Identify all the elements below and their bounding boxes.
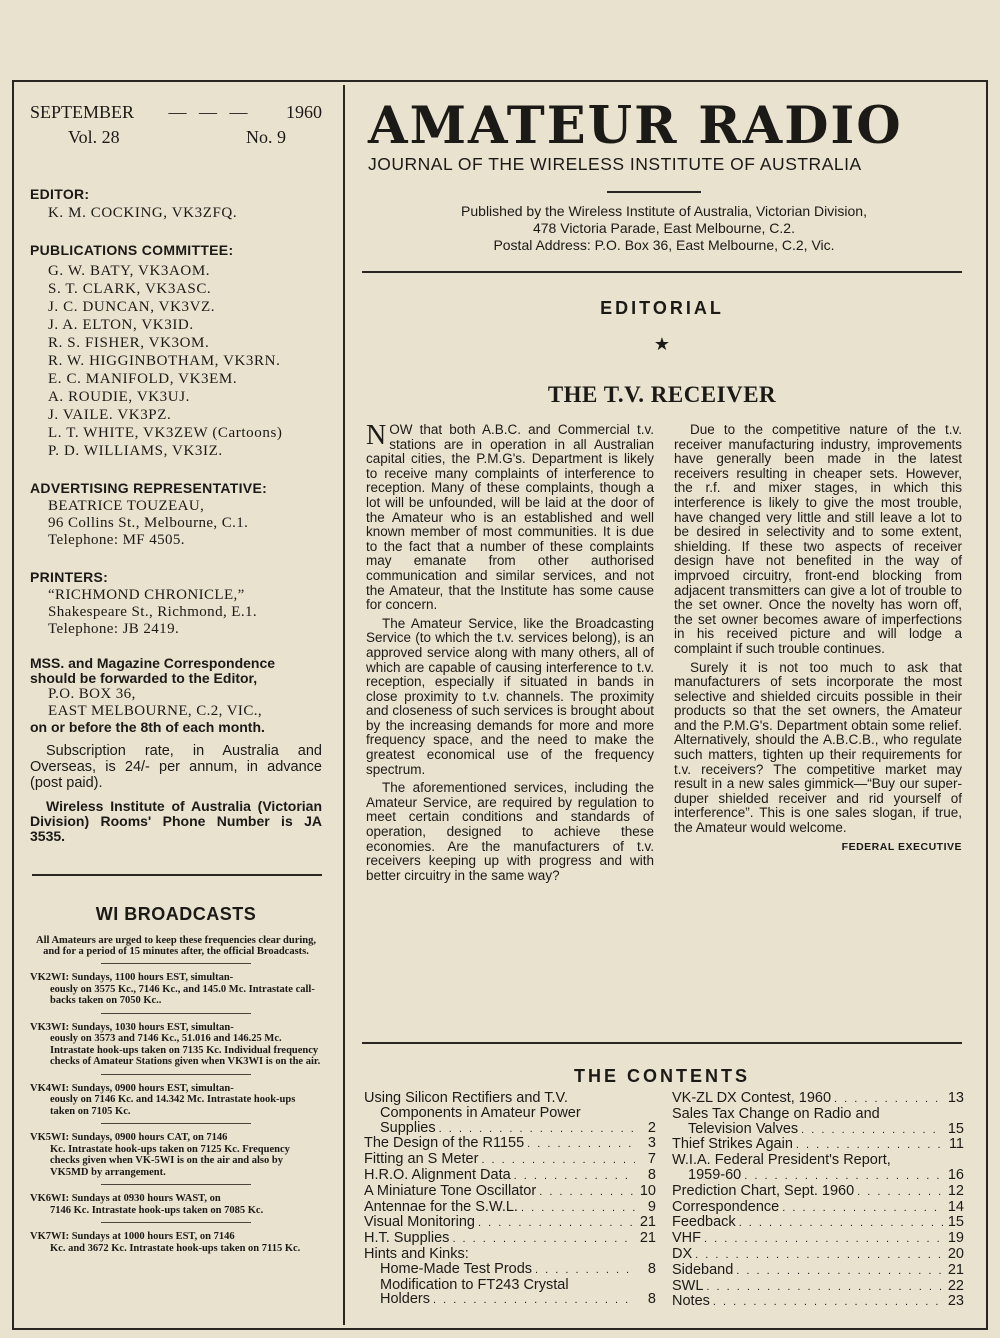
masthead-rule [607,191,701,193]
contents-entry-title: SWL [672,1277,704,1294]
drop-cap: N [366,420,387,451]
leader-dots [439,1122,635,1137]
leader-dots [481,1153,635,1168]
contents-entry[interactable] [672,1184,964,1200]
issue-dashes: — — — [168,102,252,122]
printers-line: “RICHMOND CHRONICLE,” [48,587,245,603]
contents-entry-title: Prediction Chart, Sept. 1960 [672,1182,855,1199]
contents-page-number: 21 [639,1230,656,1247]
editorial-column-1 [366,420,654,887]
contents-page-number: 14 [947,1198,964,1215]
subscription-note: Subscription rate, in Australia and Overseas, is 24/- per annum, in advance (post paid). [30,743,322,791]
mss-notice [30,656,322,735]
broadcast-separator [101,1074,251,1075]
contents-entry[interactable] [364,1262,656,1278]
leader-dots [539,1185,635,1200]
contents-entry-title: Correspondence [672,1198,780,1215]
contents-entry[interactable] [672,1294,964,1310]
contents-entry-title: Fitting an S Meter [364,1151,479,1168]
leader-dots [736,1264,943,1279]
broadcast-callsign: VK7WI: [30,1231,70,1242]
contents-page-number: 8 [647,1260,656,1277]
broadcast-callsign: VK4WI: [30,1082,70,1094]
leader-dots [713,1295,943,1310]
editorial-paragraph: Surely it is not too much to ask that manufacturers of sets incorporate the most selective and shielded circuits possible in their products so that the set owners, the Amateur and the P.M.G's. Department obtain some relief. Alternatively, should the A.B.C.B., who regulate such matters, tighten up their requirements for t.v. receivers? The competitive market may result in a new sales gimmick—“Buy our super-duper shielded receiver and rid yourself of interference”. This is one sales slogan, if true, the Amateur would welcome. [674,659,962,836]
contents-entry-line: Modification to FT243 Crystal [380,1276,569,1293]
broadcast-item [30,1231,322,1254]
contents-left-column [364,1091,656,1308]
contents-entry[interactable] [364,1215,656,1231]
contents-page-number: 13 [947,1090,964,1106]
editor-heading: EDITOR: [30,186,90,202]
publisher-line: Published by the Wireless Institute of Australia, Victorian Division, [461,203,867,219]
broadcast-list [30,963,322,1254]
mss-line-2: should be forwarded to the Editor, [30,670,258,686]
contents-page-number: 9 [647,1198,656,1215]
contents-entry[interactable] [672,1279,964,1295]
contents-divider [362,1042,962,1044]
leader-dots [527,1137,635,1152]
broadcast-first-line: Sundays, 0900 hours EST, simultan- [71,1082,234,1094]
advertising-heading: ADVERTISING REPRESENTATIVE: [30,480,268,496]
mss-address-1: P.O. BOX 36, [48,686,136,702]
committee-list [30,262,322,460]
committee-member: S. T. CLARK, VK3ASC. [48,281,212,297]
contents-entry[interactable] [672,1122,964,1138]
advertising-line: Telephone: MF 4505. [48,532,185,548]
editorial-column-2 [674,423,962,854]
leader-dots [834,1092,943,1107]
issue-date [30,102,322,123]
contents-entry-title: Notes [672,1293,710,1310]
publisher-line: Postal Address: P.O. Box 36, East Melbourne, C.2, Vic. [493,237,835,253]
contents-entry[interactable] [364,1152,656,1168]
editorial-paragraph [366,617,654,778]
broadcast-details: Kc. Intrastate hook-ups taken on 7125 Kc. Frequency checks given when VK-5WI is on the air and also by VK5MD by arrangement. [50,1143,290,1178]
committee-member: J. A. ELTON, VK3ID. [48,317,194,333]
contents-entry[interactable] [364,1184,656,1200]
leader-dots [706,1280,943,1295]
leader-dots [514,1169,635,1184]
editorial-signature: FEDERAL EXECUTIVE [841,840,962,853]
contents-entry[interactable] [364,1200,656,1216]
contents-page-number: 11 [948,1136,964,1153]
contents-page-number: 23 [947,1293,964,1310]
editorial-headline: THE T.V. RECEIVER [547,382,777,407]
contents-entry-title: Home-Made Test Prods [380,1260,533,1277]
advertising-line: BEATRICE TOUZEAU, [48,498,205,514]
left-column [30,102,322,1254]
broadcast-callsign: VK5WI: [30,1132,70,1143]
printers-line: Shakespeare St., Richmond, E.1. [48,604,258,620]
broadcast-details: Kc. and 3672 Kc. Intrastate hook-ups taken on 7115 Kc. [50,1242,301,1254]
broadcast-first-line: Sundays, 1100 hours EST, simultan- [71,972,234,983]
contents-page-number: 15 [947,1214,964,1231]
broadcast-item [30,972,322,1007]
broadcast-details: eously on 7146 Kc. and 14.342 Mc. Intrastate hook-ups taken on 7105 Kc. [50,1094,296,1117]
leader-dots [695,1248,943,1263]
paragraph-text: OW that both A.B.C. and Commercial t.v. stations are in operation in all Australian capital cities, the P.M.G's. Department is likely to receive many complaints of interference to reception. Many of these complaints, though a lot will be unfounded, will be laid at the door of the Amateur who is an established and well known member of most communities. It is due to the fact that a number of these complaints may emanate from other authorised communication and similar services, and not the Amateur, that the Institute has some cause for concern. [366,422,654,613]
contents-page-number: 12 [947,1182,964,1199]
contents-page-number: 20 [947,1245,964,1262]
star-icon: ★ [653,334,671,354]
contents-page-number: 15 [947,1120,964,1137]
leader-dots [535,1263,635,1278]
contents-entry-title: Holders [380,1291,430,1308]
contents-page-number: 2 [647,1119,656,1136]
advertising-details [30,498,322,549]
broadcast-separator [101,1123,251,1124]
committee-heading: PUBLICATIONS COMMITTEE: [30,242,234,258]
contents-page-number: 3 [647,1135,656,1152]
committee-member: R. W. HIGGINBOTHAM, VK3RN. [48,353,281,369]
contents-page-number: 21 [947,1261,964,1278]
contents-entry-title: Thief Strikes Again [672,1136,793,1153]
broadcast-details: eously on 3575 Kc., 7146 Kc., and 145.0 Mc. Intrastate call-backs taken on 7050 Kc.. [50,983,315,1006]
contents-entry-title: DX [672,1245,693,1262]
broadcast-item [30,1022,322,1068]
contents-entry[interactable] [672,1231,964,1247]
contents-entry-title: H.T. Supplies [364,1230,450,1247]
leader-dots [796,1138,943,1153]
committee-member: G. W. BATY, VK3AOM. [48,263,211,279]
contents-entry[interactable] [364,1231,656,1247]
broadcast-separator [101,1184,251,1185]
broadcast-details: 7146 Kc. Intrastate hook-ups taken on 7085 Kc. [50,1204,264,1216]
contents-entry-title: 1959-60 [688,1166,742,1183]
mss-line-1: MSS. and Magazine Correspondence [30,655,276,671]
contents-entry[interactable] [364,1168,656,1184]
broadcast-separator [101,963,251,964]
contents-entry[interactable] [672,1137,964,1153]
contents-page-number: 21 [639,1214,656,1231]
contents-entry-title: Sideband [672,1261,734,1278]
contents-page-number: 16 [947,1166,964,1183]
contents-entry-line: W.I.A. Federal President's Report, [672,1152,891,1169]
paragraph-text: The aforementioned services, including the Amateur Service, are required by regulation to meet certain conditions and standards of operation, designed to achieve these economies. Are the manufacturers of t.v. receivers keeping up with progress and with better circuitry in the same way? [366,780,654,883]
broadcast-callsign: VK6WI: [30,1193,70,1204]
contents-entry[interactable] [672,1263,964,1279]
contents-entry-title: Supplies [380,1119,436,1136]
contents-entry-line: Using Silicon Rectifiers and T.V. [364,1090,568,1106]
contents-entry-title: Visual Monitoring [364,1214,475,1231]
committee-member: J. C. DUNCAN, VK3VZ. [48,299,216,315]
mss-deadline: on or before the 8th of each month. [30,719,265,735]
number-label: No. 9 [246,127,286,147]
leader-dots [521,1201,635,1216]
column-divider [343,85,345,1325]
contents-entry[interactable] [672,1247,964,1263]
volume-label: Vol. 28 [68,127,120,147]
broadcast-first-line: Sundays at 0930 hours WAST, on [71,1193,221,1204]
contents-entry-title: VHF [672,1230,701,1247]
contents-entry[interactable] [364,1121,656,1137]
journal-subtitle: JOURNAL OF THE WIRELESS INSTITUTE OF AUSTRALIA [368,154,862,174]
editorial-label: EDITORIAL [600,298,724,318]
contents-entry[interactable] [364,1292,656,1308]
issue-year: 1960 [286,102,322,122]
leader-dots [857,1185,943,1200]
leader-dots [801,1123,943,1138]
broadcast-first-line: Sundays, 1030 hours EST, simultan- [71,1021,234,1033]
contents-page-number: 8 [647,1166,656,1183]
contents-entry[interactable] [364,1136,656,1152]
mss-address-2: EAST MELBOURNE, C.2, VIC., [48,703,263,719]
committee-member: P. D. WILLIAMS, VK3IZ. [48,443,223,459]
issue-volume [30,127,322,148]
committee-member: E. C. MANIFOLD, VK3EM. [48,371,238,387]
broadcast-item [30,1083,322,1118]
broadcast-first-line: Sundays, 0900 hours CAT, on 7146 [71,1132,228,1143]
printers-heading: PRINTERS: [30,569,109,585]
broadcast-details: eously on 3573 and 7146 Kc., 51.016 and 146.25 Mc. Intrastate hook-ups taken on 7135 Kc. Individual frequency checks of Amateur Stations given when VK3WI is on the air. [50,1033,321,1067]
committee-member: R. S. FISHER, VK3OM. [48,335,210,351]
contents-title: THE CONTENTS [573,1066,750,1086]
advertising-line: 96 Collins St., Melbourne, C.1. [48,515,249,531]
editor-name: K. M. COCKING, VK3ZFQ. [48,205,238,221]
contents-entry-line: Hints and Kinks: [364,1245,469,1262]
leader-dots [704,1232,943,1247]
issue-month: SEPTEMBER [30,102,135,122]
broadcasts-intro: All Amateurs are urged to keep these frequencies clear during, and for a period of 15 minutes after, the official Broadcasts. [36,935,316,957]
leader-dots [744,1169,943,1184]
leader-dots [452,1232,635,1247]
contents-entry-title: Antennae for the S.W.L. [364,1198,518,1215]
broadcast-separator [101,1222,251,1223]
committee-member: L. T. WHITE, VK3ZEW (Cartoons) [48,425,283,441]
masthead [368,98,968,193]
paragraph-text: The Amateur Service, like the Broadcasting Service (to which the t.v. services belong), is an approved service along with many others, all of which are capable of causing interference to t.v. reception, especially if situated in bands in close proximity to t.v. channels. The proximity and closeness of such services is brought about by the increasing demands for more and more frequency space, and the need to make the greatest economical use of the frequency spectrum. [366,615,654,777]
editorial-paragraph [366,420,654,613]
broadcasts-title: WI BROADCASTS [95,904,257,924]
rooms-phone: Wireless Institute of Australia (Victorian Division) Rooms' Phone Number is JA 3535. [30,798,322,844]
editorial-paragraph: Due to the competitive nature of the t.v. receiver manufacturing industry, improvements have generally been made in the latest receivers resulting in cheaper sets. However, the r.f. and mixer stages, in which this interference is likely to give the most trouble, have changed very little and still leave a lot to be desired in selectivity and to some extent, shielding. If these two aspects of receiver design have not benefited in the way of imprvoed circuitry, front-end blocking from adjacent transmitters can give a lot of trouble to the set owner. Once the novelty has worn off, the set owner becomes aware of imperfections in his received picture and will lodge a complaint if such trouble continues. [674,422,962,656]
contents-entry-line: Sales Tax Change on Radio and [672,1105,880,1122]
masthead-divider [362,271,962,273]
contents-entry-title: Feedback [672,1214,736,1231]
contents-page-number: 22 [947,1277,964,1294]
contents-entry[interactable] [672,1215,964,1231]
contents-entry-title: VK-ZL DX Contest, 1960 [672,1090,832,1106]
contents-entry-line: Components in Amateur Power [380,1104,581,1121]
contents-entry[interactable] [672,1091,964,1107]
leader-dots [782,1201,943,1216]
broadcast-separator [101,1013,251,1014]
leader-dots [739,1216,943,1231]
contents-page-number: 19 [947,1230,964,1247]
broadcast-item [30,1193,322,1216]
contents-page-number: 7 [647,1151,656,1168]
contents-page-number: 8 [647,1291,656,1308]
broadcast-callsign: VK3WI: [30,1021,70,1033]
contents-right-column [672,1091,964,1310]
editorial-paragraph [366,781,654,883]
broadcast-callsign: VK2WI: [30,972,70,983]
contents-entry-title: The Design of the R1155 [364,1135,525,1152]
contents-page-number: 10 [639,1182,656,1199]
leader-dots [478,1216,635,1231]
broadcast-first-line: Sundays at 1000 hours EST, on 7146 [71,1231,235,1242]
contents-entry-title: A Miniature Tone Oscillator [364,1182,537,1199]
publisher-line: 478 Victoria Parade, East Melbourne, C.2. [532,220,795,236]
committee-member: J. VAILE. VK3PZ. [48,407,172,423]
left-divider [32,874,322,876]
leader-dots [433,1293,635,1308]
publisher-info [368,203,960,254]
committee-member: A. ROUDIE, VK3UJ. [48,389,191,405]
journal-title: AMATEUR RADIO [368,96,903,156]
contents-entry[interactable] [672,1200,964,1216]
printers-line: Telephone: JB 2419. [48,621,180,637]
contents-entry-title: Television Valves [688,1120,799,1137]
broadcast-item [30,1132,322,1178]
printers-details [30,587,322,638]
contents-entry[interactable] [672,1168,964,1184]
contents-entry-title: H.R.O. Alignment Data [364,1166,511,1183]
